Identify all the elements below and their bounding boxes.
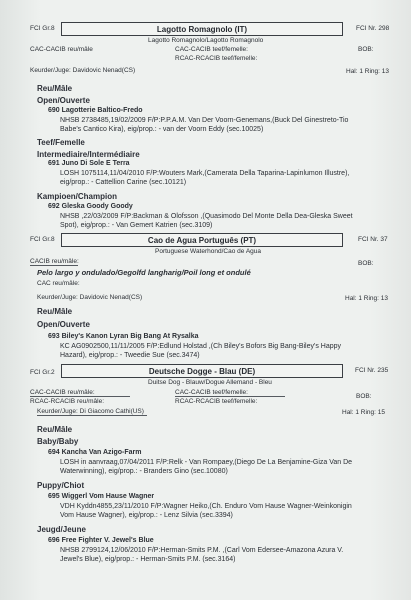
entry-title: 693 Biley's Kanon Lyran Big Bang At Rysalka	[48, 333, 199, 340]
entry-details: Spot), eig/prop.: - Van Gemert Katrien (sec.3109)	[60, 222, 213, 229]
entry-details: NHSB 2799124,12/06/2010 F/P:Herman-Smits P.M. ,(Carl Vom Edersee-Amazona Azura V.	[60, 547, 344, 554]
entry-details: Hazard), eig/prop.: - Tweedie Sue (sec.3474)	[60, 352, 200, 359]
entry-title: 691 Juno Di Sole E Terra	[48, 160, 130, 167]
entry-details: VDH Kyddn4855,23/11/2010 F/P:Wagner Heiko,(Ch. Enduro Vom Hause Wagner-Weinkonigin	[60, 503, 352, 510]
rcac-female-label: RCAC-RCACIB teef/femelle:	[175, 398, 258, 405]
cac-female-label: CAC-CACIB teef/femelle:	[175, 46, 248, 53]
hall-ring-label: Hal: 1 Ring: 13	[345, 295, 388, 302]
breed-subtitle: Duitse Dog - Blauw/Dogue Allemand - Bleu	[148, 379, 272, 386]
class-heading: Kampioen/Champion	[37, 192, 118, 201]
cac-male-label: CAC-CACIB reu/mâle:	[30, 389, 95, 396]
breed-subtitle: Portuguese Waterhond/Cao de Agua	[155, 248, 261, 255]
underline	[30, 396, 130, 397]
entry-details: Waterwinning), eig/prop.: - Branders Gino (sec.10080)	[60, 468, 228, 475]
cac-male-label: CAC-CACIB reu/mâle	[30, 46, 93, 53]
bob-label: BOB:	[358, 46, 374, 53]
underline	[30, 265, 78, 266]
breed-title: Deutsche Dogge - Blau (DE)	[148, 366, 256, 376]
class-sex-heading: Teef/Femelle	[37, 138, 85, 147]
underline	[37, 415, 147, 416]
hall-ring-label: Hal: 1 Ring: 13	[346, 68, 389, 75]
fci-number: FCI Nr. 37	[358, 236, 388, 243]
fci-number: FCI Nr. 298	[356, 25, 390, 32]
class-heading: Jeugd/Jeune	[37, 525, 86, 534]
rcac-male-label: RCAC-RCACIB reu/mâle:	[30, 398, 105, 405]
entry-details: Jewel's Blue), eig/prop.: - Herman-Smits P.M. (sec.3164)	[60, 556, 236, 563]
entry-details: NHSB 2738485,19/02/2009 F/P:P.P.A.M. Van Der Voorn-Genemans,(Buck Del Ginestreto-Tio	[60, 117, 349, 124]
breed-title-box	[61, 233, 343, 247]
hall-ring-label: Hal: 1 Ring: 15	[342, 409, 385, 416]
entry-title: 694 Kancha Van Azigo-Farm	[48, 449, 142, 456]
class-heading: Open/Ouverte	[37, 96, 90, 105]
entry-details: KC AG0902500,11/11/2005 F/P:Edlund Holstad ,(Ch Biley's Bofors Big Bang-Biley's Happy	[60, 343, 342, 350]
class-sex-heading: Reu/Mâle	[37, 84, 73, 93]
cac-male-label: CAC reu/mâle:	[37, 280, 80, 287]
cac-female-label: CAC-CACIB teef/femelle:	[175, 389, 248, 396]
fci-group-label: FCI Gr.8	[30, 236, 55, 243]
class-heading: Intermediaire/Intermédiaire	[37, 150, 140, 159]
bob-label: BOB:	[356, 393, 372, 400]
cacib-male-label: CACIB reu/mâle:	[30, 258, 79, 265]
entry-details: eig/prop.: - Cattellion Carine (sec.10121)	[60, 179, 187, 186]
fci-group-label: FCI Gr.2	[30, 369, 55, 376]
rcac-female-label: RCAC-RCACIB teef/femelle:	[175, 55, 258, 62]
breed-title-box	[61, 22, 343, 36]
breed-title: Lagotto Romagnolo (IT)	[156, 24, 248, 34]
coat-variety: Pelo largo y ondulado/Gegolfd langharig/Poil long et ondulé	[37, 268, 251, 277]
breed-title-box	[61, 364, 343, 378]
entry-title: 696 Free Fighter V. Jewel's Blue	[48, 537, 154, 544]
entry-details: NHSB ,22/03/2009 F/P:Backman & Olofsson ,(Quasimodo Del Monte Della Dea-Gleska Sweet	[60, 213, 353, 220]
judge-label: Keurder/Juge: Davidovic Nenad(CS)	[37, 294, 143, 301]
breed-title: Cao de Agua Português (PT)	[147, 235, 257, 245]
entry-details: Vom Hause Wagner), eig/prop.: - Lenz Silvia (sec.3394)	[60, 512, 233, 519]
class-sex-heading: Reu/Mâle	[37, 425, 73, 434]
underline	[175, 396, 285, 397]
entry-title: 692 Gleska Goody Goody	[48, 203, 133, 210]
bob-label: BOB:	[358, 260, 374, 267]
breed-subtitle: Lagotto Romagnolo/Lagotto Romagnolo	[148, 37, 264, 44]
fci-number: FCI Nr. 235	[355, 367, 389, 374]
judge-label: Keurder/Juge: Davidovic Nenad(CS)	[30, 67, 136, 74]
fci-group-label: FCI Gr.8	[30, 25, 55, 32]
class-heading: Puppy/Chiot	[37, 481, 85, 490]
class-heading: Baby/Baby	[37, 437, 79, 446]
class-heading: Open/Ouverte	[37, 320, 90, 329]
entry-title: 695 Wiggerl Vom Hause Wagner	[48, 493, 155, 500]
entry-details: LOSH 1075114,11/04/2010 F/P:Wouters Mark,(Camerata Della Taparina-Lapinlumon Illustre),	[60, 170, 350, 177]
entry-details: LOSH in aanvraag,07/04/2011 F/P:Relk - Van Rompaey,(Diego De La Benjamine-Giza Van De	[60, 459, 353, 466]
class-sex-heading: Reu/Mâle	[37, 307, 73, 316]
judge-label: Keurder/Juge: Di Giacomo Cathi(US)	[37, 408, 144, 415]
entry-details: Babe's Cantico Kira), eig/prop.: - van der Voorn Eddy (sec.10025)	[60, 126, 264, 133]
entry-title: 690 Lagotterie Baltico-Fredo	[48, 107, 143, 114]
